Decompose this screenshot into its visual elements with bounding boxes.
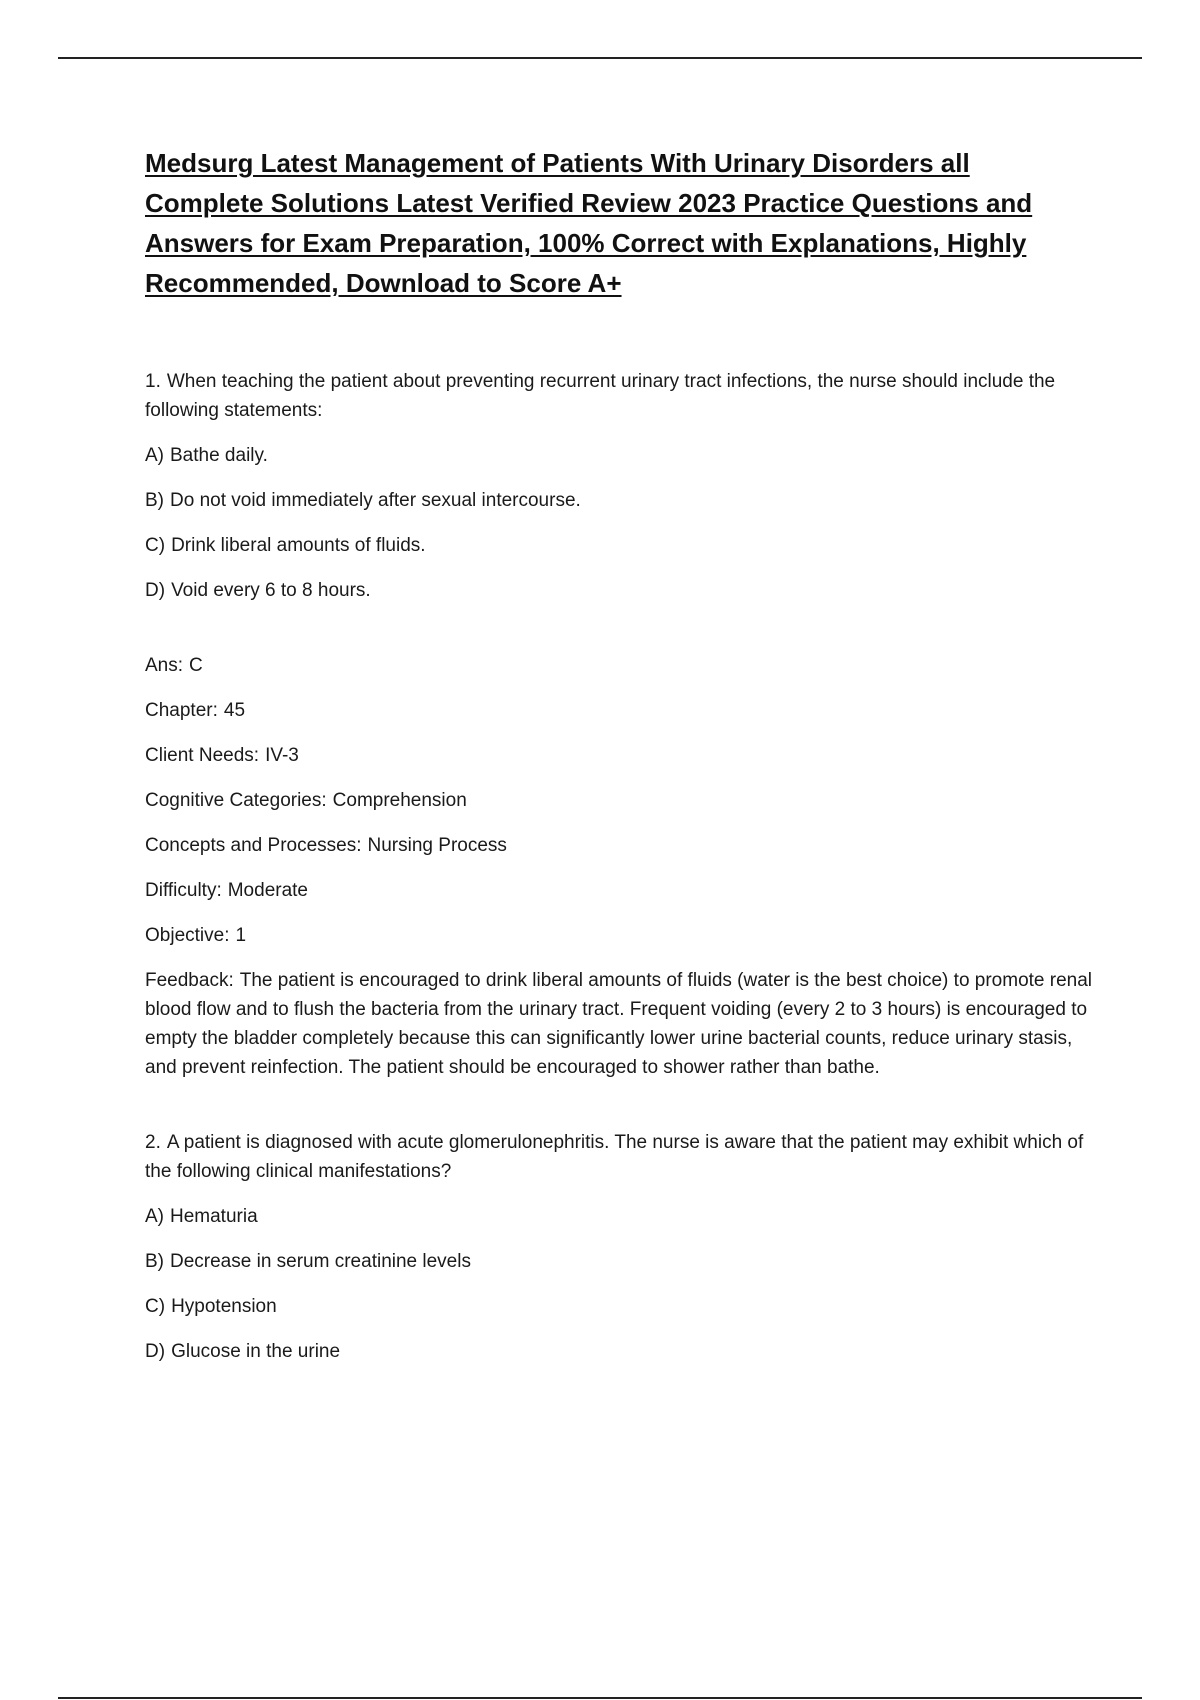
choice-letter: B) <box>145 490 164 511</box>
cognitive-categories-label: Cognitive Categories: <box>145 790 327 811</box>
top-rule <box>58 57 1142 59</box>
client-needs-value: IV-3 <box>265 745 299 766</box>
feedback-label: Feedback: <box>145 970 234 991</box>
choice-text: Decrease in serum creatinine levels <box>170 1251 471 1272</box>
choice-text: Hypotension <box>171 1296 277 1317</box>
choice-a <box>145 441 1095 470</box>
choice-letter: A) <box>145 1206 164 1227</box>
difficulty-row <box>145 876 1095 905</box>
document-title: Medsurg Latest Management of Patients With Urinary Disorders all Complete Solutions Latest Verified Review 2023 Practice Questions and Answers for Exam Preparation, 100% Correct with Explanations, Highly Recommended, Download to Score A+ <box>145 148 1033 298</box>
choice-list <box>145 1202 1095 1366</box>
question-text: A patient is diagnosed with acute glomerulonephritis. The nurse is aware that the patient may exhibit which of the following clinical manifestations? <box>145 1132 1084 1182</box>
concepts-value: Nursing Process <box>367 835 507 856</box>
chapter-value: 45 <box>223 700 246 721</box>
choice-text: Drink liberal amounts of fluids. <box>171 535 426 556</box>
choice-b <box>145 486 1095 515</box>
question-number: 2. <box>145 1132 161 1153</box>
question-number: 1. <box>145 371 161 392</box>
choice-text: Do not void immediately after sexual intercourse. <box>170 490 581 511</box>
question-stem <box>145 367 1095 425</box>
choice-text: Hematuria <box>170 1206 258 1227</box>
choice-letter: C) <box>145 1296 166 1317</box>
choice-d <box>145 1337 1095 1366</box>
difficulty-label: Difficulty: <box>145 880 222 901</box>
answer-value: C <box>189 655 203 676</box>
choice-list <box>145 441 1095 605</box>
concepts-row <box>145 831 1095 860</box>
choice-letter: D) <box>145 1341 166 1362</box>
choice-letter: C) <box>145 535 166 556</box>
client-needs-label: Client Needs: <box>145 745 260 766</box>
cognitive-categories-value: Comprehension <box>332 790 467 811</box>
choice-c <box>145 1292 1095 1321</box>
choice-a <box>145 1202 1095 1231</box>
choice-text: Glucose in the urine <box>171 1341 341 1362</box>
choice-letter: A) <box>145 445 164 466</box>
objective-label: Objective: <box>145 925 230 946</box>
objective-value: 1 <box>235 925 247 946</box>
choice-text: Void every 6 to 8 hours. <box>171 580 371 601</box>
chapter-row <box>145 696 1095 725</box>
cognitive-categories-row <box>145 786 1095 815</box>
choice-text: Bathe daily. <box>170 445 268 466</box>
difficulty-value: Moderate <box>227 880 309 901</box>
answer-row <box>145 651 1095 680</box>
concepts-label: Concepts and Processes: <box>145 835 362 856</box>
feedback-paragraph <box>145 966 1095 1082</box>
choice-letter: B) <box>145 1251 164 1272</box>
question-stem <box>145 1128 1095 1186</box>
choice-c <box>145 531 1095 560</box>
objective-row <box>145 921 1095 950</box>
choice-b <box>145 1247 1095 1276</box>
question-2 <box>145 1128 1095 1366</box>
client-needs-row <box>145 741 1095 770</box>
chapter-label: Chapter: <box>145 700 218 721</box>
document-body <box>145 143 1095 1382</box>
question-text: When teaching the patient about preventing recurrent urinary tract infections, the nurse should include the following statements: <box>145 371 1056 421</box>
question-1 <box>145 367 1095 1082</box>
bottom-rule <box>58 1697 1142 1699</box>
answer-metadata <box>145 651 1095 1082</box>
answer-label: Ans: <box>145 655 184 676</box>
choice-d <box>145 576 1095 605</box>
feedback-text: The patient is encouraged to drink liberal amounts of fluids (water is the best choice) to promote renal blood flow and to flush the bacteria from the urinary tract. Frequent voiding (every 2 to 3 hours) is encouraged to empty the bladder completely because this can significantly lower urine bacterial counts, reduce urinary stasis, and prevent reinfection. The patient should be encouraged to shower rather than bathe. <box>145 970 1093 1078</box>
choice-letter: D) <box>145 580 166 601</box>
